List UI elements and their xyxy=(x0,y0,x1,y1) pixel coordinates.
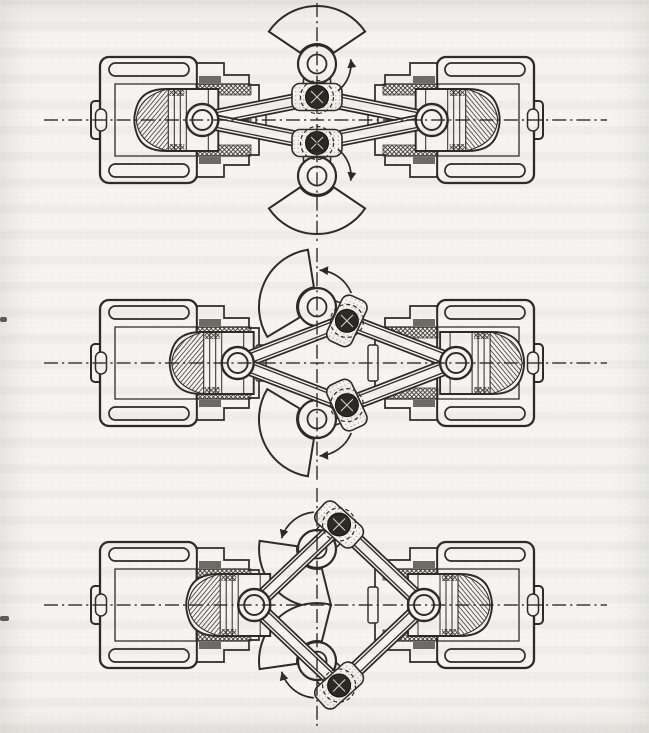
rotation-arrow-head xyxy=(320,451,329,460)
casing-slot-bottom xyxy=(445,407,525,420)
ring-pack-top xyxy=(221,574,236,581)
rotation-arrow-head xyxy=(280,672,289,681)
ring-pack-bottom xyxy=(450,144,465,151)
rotation-arrow-head xyxy=(347,59,356,68)
nose-shade-top xyxy=(413,561,435,568)
rotation-arrow-head xyxy=(320,266,329,275)
scan-edge-artifact xyxy=(0,616,9,621)
casing-slot-bottom xyxy=(109,407,189,420)
casing-slot-top xyxy=(109,306,189,319)
casing-slot-top xyxy=(445,306,525,319)
nose-shade-bottom xyxy=(413,642,435,649)
casing-slot-top xyxy=(445,63,525,76)
casing-slot-top xyxy=(109,548,189,561)
casing-slot-bottom xyxy=(109,164,189,177)
nose-shade-top xyxy=(413,76,435,83)
ring-pack-bottom xyxy=(169,144,184,151)
nose-shade-bottom xyxy=(199,400,221,407)
ring-pack-top xyxy=(450,89,465,96)
nose-shade-top xyxy=(413,319,435,326)
figure-crank-position-2 xyxy=(0,245,649,485)
casing-slot-top xyxy=(445,548,525,561)
nose-shade-top xyxy=(199,319,221,326)
nose-shade-top xyxy=(199,561,221,568)
ring-pack-top xyxy=(205,332,220,339)
casing-slot-top xyxy=(109,63,189,76)
nose-shade-top xyxy=(199,76,221,83)
ring-pack-top xyxy=(169,89,184,96)
casing-slot-bottom xyxy=(109,649,189,662)
scan-edge-artifact xyxy=(0,317,7,322)
figure-crank-position-1 xyxy=(0,0,649,245)
ring-pack-top xyxy=(442,574,457,581)
ring-pack-bottom xyxy=(474,387,489,394)
rotation-arrow-head xyxy=(347,172,356,181)
rotation-arrow-head xyxy=(280,529,289,538)
ring-pack-bottom xyxy=(221,629,236,636)
nose-shade-bottom xyxy=(413,157,435,164)
ring-pack-top xyxy=(474,332,489,339)
casing-slot-bottom xyxy=(445,164,525,177)
ring-pack-bottom xyxy=(442,629,457,636)
nose-shade-bottom xyxy=(413,400,435,407)
nose-shade-bottom xyxy=(199,642,221,649)
ring-pack-bottom xyxy=(205,387,220,394)
nose-shade-bottom xyxy=(199,157,221,164)
figure-crank-position-3 xyxy=(0,485,649,733)
casing-slot-bottom xyxy=(445,649,525,662)
